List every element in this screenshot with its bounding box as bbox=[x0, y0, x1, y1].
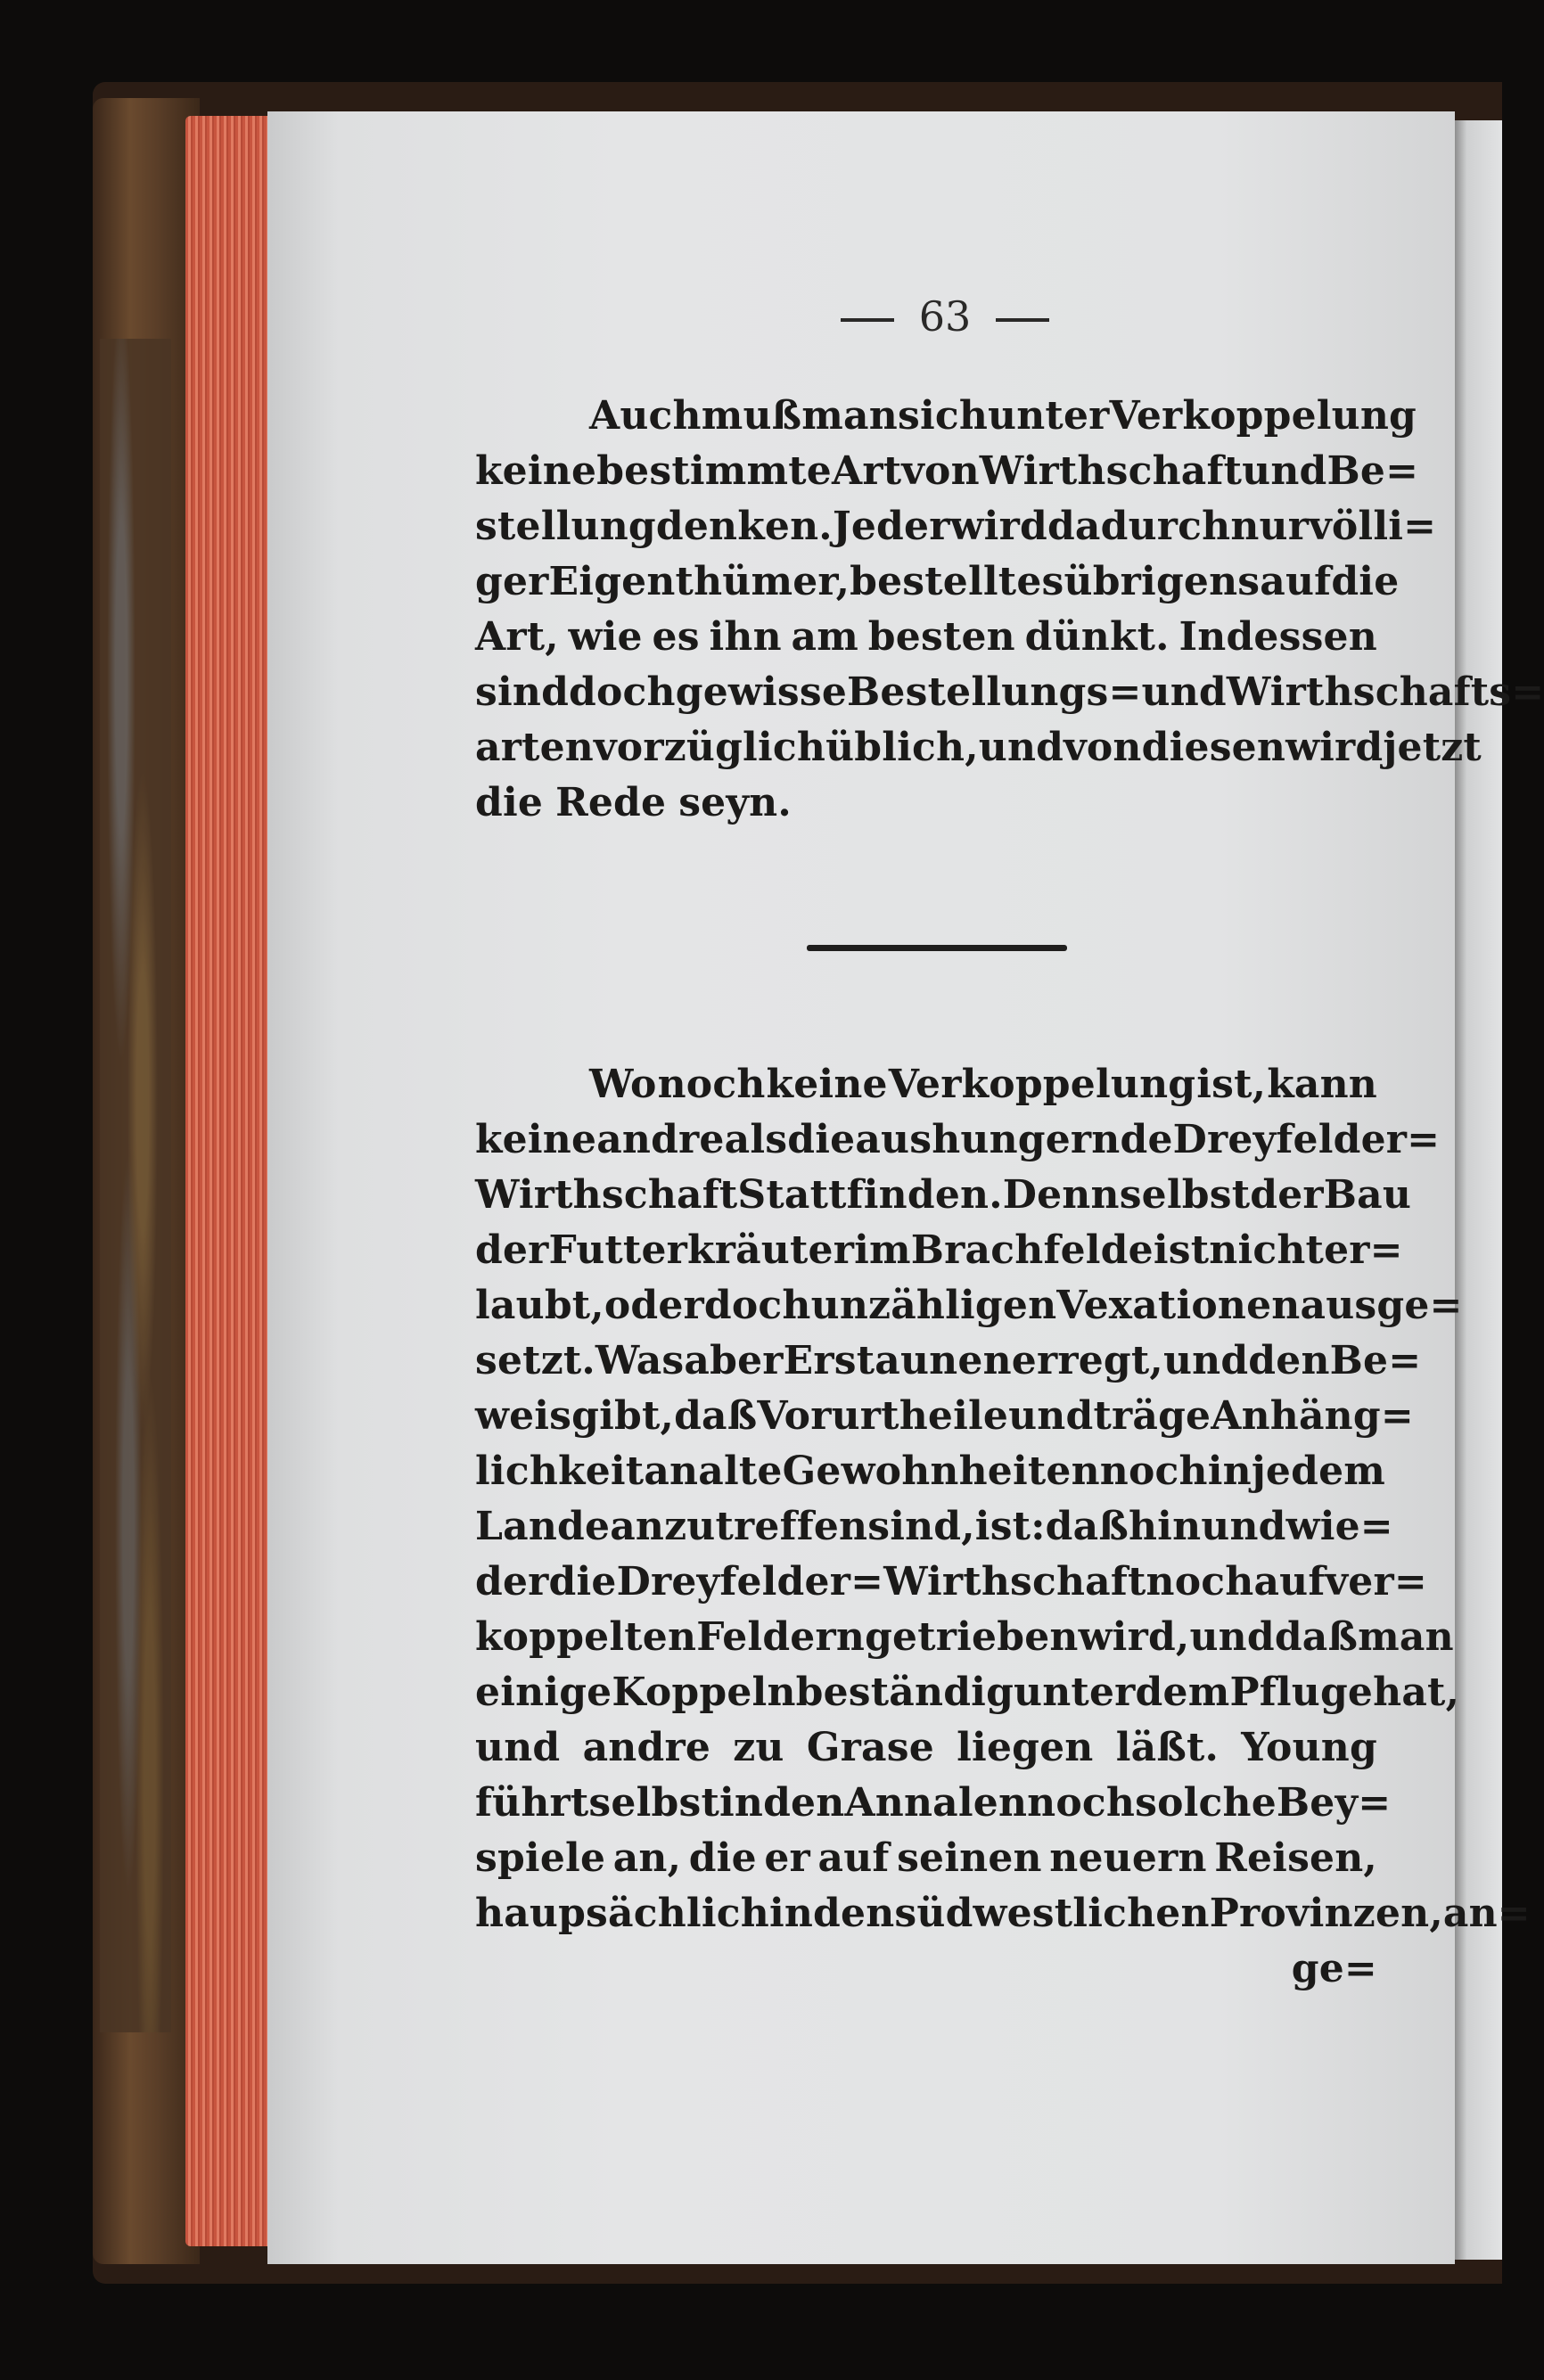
text-line: ger Eigenthümer, bestellt es übrigens auf die bbox=[475, 559, 1400, 604]
text-line: sind doch gewisse Bestellungs= und Wirthschafts= bbox=[475, 669, 1544, 715]
page-number: 63 bbox=[918, 292, 972, 341]
text-line: lichkeit an alte Gewohnheiten noch in jedem bbox=[475, 1449, 1386, 1494]
text-line: Wirthschaft Statt finden. Denn selbst der Bau bbox=[475, 1172, 1412, 1218]
text-line: Lande anzutreffen sind, ist: daß hin und wie= bbox=[475, 1504, 1393, 1549]
text-line: keine bestimmte Art von Wirthschaft und Be= bbox=[475, 448, 1419, 494]
catchword: ge= bbox=[1291, 1946, 1377, 1991]
text-line: führt selbst in den Annalen noch solche Bey= bbox=[475, 1780, 1392, 1826]
text-line: keine andre als die aushungernde Dreyfelder= bbox=[475, 1117, 1441, 1162]
text-line: setzt. Was aber Erstaunen erregt, und den Be= bbox=[475, 1338, 1422, 1383]
text-line: der die Dreyfelder=Wirthschaft noch auf ver= bbox=[475, 1559, 1427, 1604]
catchword-line bbox=[475, 1941, 1377, 1997]
text-line: der Futterkräuter im Brachfelde ist nicht er= bbox=[475, 1227, 1403, 1273]
text-line: Art, wie es ihn am besten dünkt. Indessen bbox=[475, 614, 1377, 660]
text-line: Wo noch keine Verkoppelung ist, kann bbox=[589, 1062, 1377, 1107]
text-line: Auch muß man sich unter Verkoppelung bbox=[589, 393, 1417, 439]
text-line: einige Koppeln beständig unter dem Pfluge hat, bbox=[475, 1670, 1460, 1715]
header-dash-left bbox=[841, 318, 894, 322]
header-dash-right bbox=[996, 318, 1049, 322]
text-line: laubt, oder doch unzähligen Vexationen ausge= bbox=[475, 1283, 1463, 1328]
paragraph-1 bbox=[475, 389, 1544, 831]
text-line: spiele an, die er auf seinen neuern Reisen, bbox=[475, 1835, 1377, 1881]
text-line: und andre zu Grase liegen läßt. Young bbox=[475, 1725, 1377, 1770]
text-line: die Rede seyn. bbox=[475, 780, 792, 825]
marbled-cover-pattern bbox=[100, 339, 171, 2032]
page-edges bbox=[185, 116, 267, 2246]
paragraph-2 bbox=[475, 1057, 1531, 1941]
text-line: stellung denken. Jeder wird dadurch nur völli= bbox=[475, 504, 1437, 549]
text-line: arten vorzüglich üblich, und von diesen wird jetzt bbox=[475, 725, 1482, 770]
page-header bbox=[784, 292, 1105, 346]
text-line: koppelten Feldern getrieben wird, und daß man bbox=[475, 1614, 1454, 1660]
section-divider bbox=[807, 945, 1067, 951]
text-line: haupsächlich in den südwestlichen Provinzen, an= bbox=[475, 1891, 1531, 1936]
text-line: weis gibt, daß Vorurtheile und träge Anhäng= bbox=[475, 1393, 1414, 1439]
